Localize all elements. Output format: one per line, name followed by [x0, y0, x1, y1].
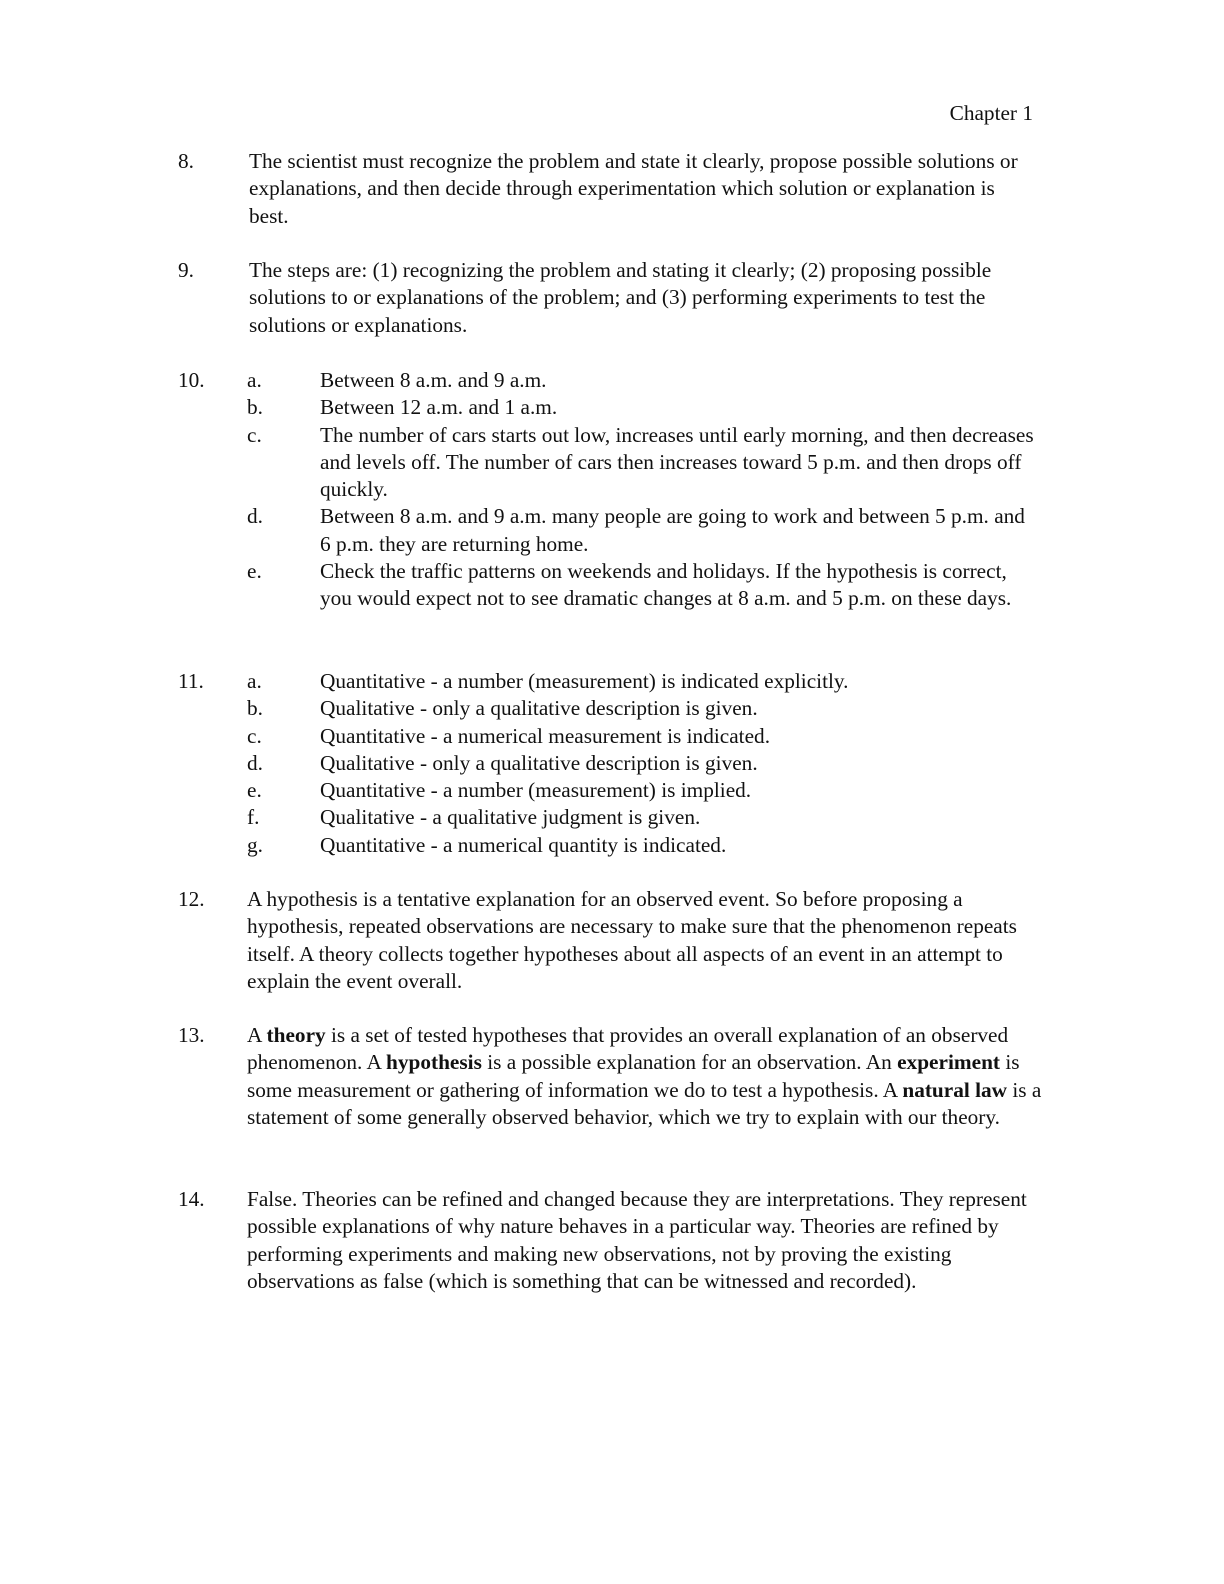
question-number: 14.: [178, 1187, 205, 1211]
sub-letter: e.: [247, 559, 262, 584]
text-segment: is a statement of some generally observed behavior, which we try to explain with our theory.: [247, 1077, 1042, 1129]
chapter-header: Chapter 1: [949, 101, 1033, 125]
sub-letter: c.: [247, 422, 262, 447]
term-theory: theory: [266, 1023, 326, 1047]
sub-answer: [247, 804, 1047, 831]
text-segment: is some measurement or gathering of information we do to test a hypothesis. A: [247, 1050, 1020, 1102]
sub-text: Qualitative - a qualitative judgment is given.: [320, 805, 701, 830]
sub-answer: [247, 723, 1047, 750]
sub-text: The number of cars starts out low, increases until early morning, and then decreases and levels off. The number of cars then increases toward 5 p.m. and then drops off quickly.: [320, 422, 1034, 502]
sub-letter: d.: [247, 504, 263, 529]
sub-text: Qualitative - only a qualitative description is given.: [320, 750, 758, 775]
term-experiment: experiment: [897, 1050, 1001, 1075]
sub-answer: [247, 558, 1047, 613]
question-number: 10.: [178, 368, 205, 392]
answer-text: False. Theories can be refined and changed because they are interpretations. They represent possible explanations of why nature behaves in a particular way. Theories are refined by performing experiments and making new observations, not by proving the existing observations as false (which is something that can be witnessed and recorded).: [247, 1187, 1027, 1293]
sub-letter: a.: [247, 669, 262, 693]
sub-text: Check the traffic patterns on weekends and holidays. If the hypothesis is correct, you would expect not to see dramatic changes at 8 a.m. and 5 p.m. on these days.: [320, 559, 1012, 611]
sub-answer: [247, 503, 1047, 558]
sub-letter: g.: [247, 832, 263, 857]
question-number: 12.: [178, 887, 205, 911]
text-segment: is a set of tested hypotheses that provides an overall explanation of an observed phenomenon. A: [247, 1023, 1009, 1075]
term-natural-law: natural law: [902, 1077, 1008, 1102]
text-segment: A: [247, 1023, 267, 1047]
sub-letter: b.: [247, 395, 263, 420]
sub-text: Quantitative - a numerical measurement is indicated.: [320, 723, 771, 748]
sub-answer: [247, 750, 1047, 777]
sub-text: Between 8 a.m. and 9 a.m. many people are going to work and between 5 p.m. and 6 p.m. they are returning home.: [320, 504, 1025, 556]
answer-text: A hypothesis is a tentative explanation for an observed event. So before proposing a hypothesis, repeated observations are necessary to make sure that the phenomenon repeats itself. A theory collects together hypotheses about all aspects of an event in an attempt to explain the event overall.: [247, 887, 1017, 993]
sub-answer-list: [247, 367, 1047, 613]
sub-letter: a.: [247, 368, 262, 392]
sub-answer: [247, 695, 1047, 722]
sub-answer: [247, 832, 1047, 859]
sub-letter: d.: [247, 750, 263, 775]
sub-answer: [247, 422, 1047, 504]
sub-answer-list: [247, 668, 1047, 859]
question-number: 13.: [178, 1023, 205, 1047]
answer-text: The steps are: (1) recognizing the problem and stating it clearly; (2) proposing possible solutions to or explanations of the problem; and (3) performing experiments to test the solutions or explanations.: [249, 258, 992, 337]
term-hypothesis: hypothesis: [386, 1050, 482, 1075]
sub-letter: c.: [247, 723, 262, 748]
text-segment: is a possible explanation for an observation. An: [481, 1050, 898, 1075]
answer-text: [247, 1022, 1047, 1131]
sub-text: Quantitative - a numerical quantity is indicated.: [320, 832, 727, 857]
sub-text: Qualitative - only a qualitative description is given.: [320, 696, 758, 721]
sub-text: Between 8 a.m. and 9 a.m.: [320, 368, 547, 392]
question-number: 8.: [178, 149, 194, 173]
sub-answer: [247, 668, 1047, 695]
sub-answer: [247, 394, 1047, 421]
sub-letter: b.: [247, 696, 263, 721]
sub-text: Quantitative - a number (measurement) is implied.: [320, 778, 752, 803]
question-number: 9.: [178, 258, 194, 282]
sub-text: Between 12 a.m. and 1 a.m.: [320, 395, 558, 420]
question-number: 11.: [178, 669, 204, 693]
sub-text: Quantitative - a number (measurement) is indicated explicitly.: [320, 669, 849, 693]
sub-answer: [247, 367, 1047, 394]
answer-text: The scientist must recognize the problem and state it clearly, propose possible solutions or explanations, and then decide through experimentation which solution or explanation is best.: [249, 149, 1018, 228]
sub-letter: f.: [247, 805, 260, 830]
sub-letter: e.: [247, 778, 262, 803]
sub-answer: [247, 777, 1047, 804]
